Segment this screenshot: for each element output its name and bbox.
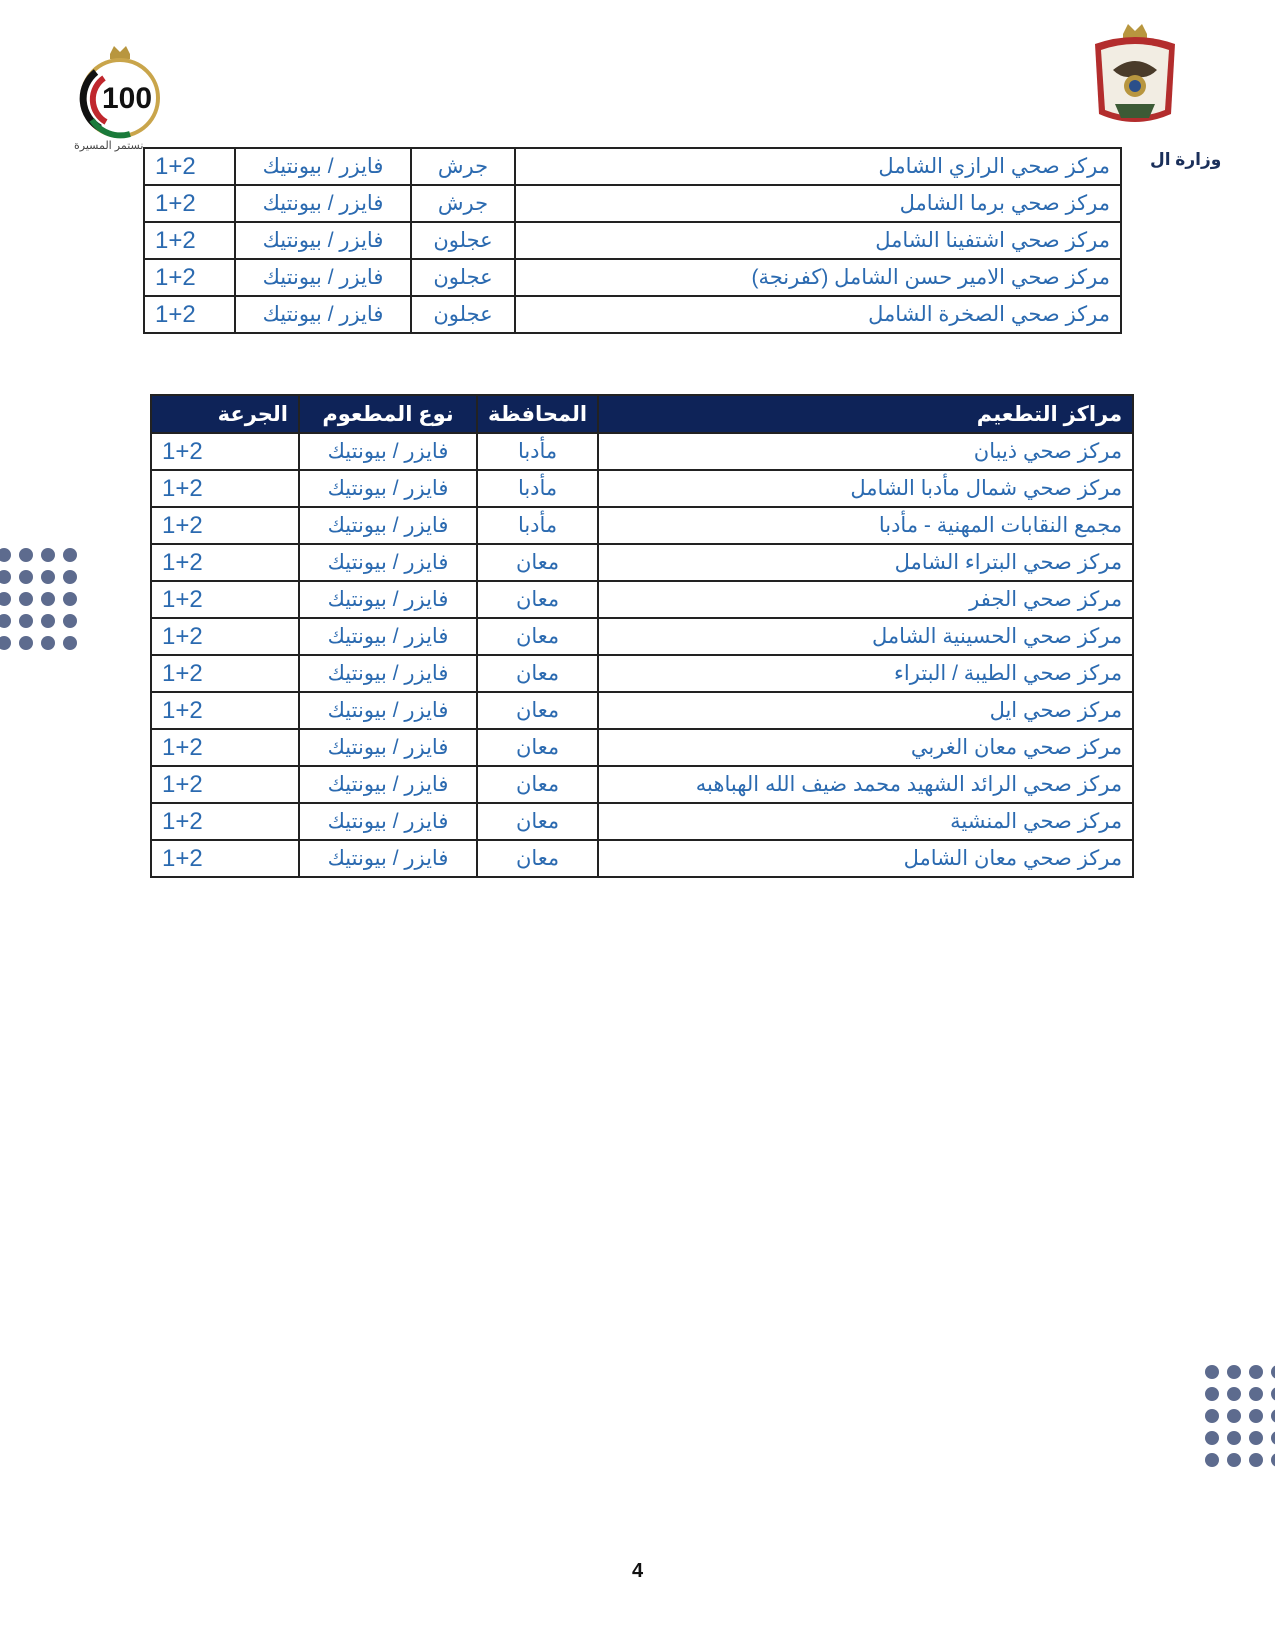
center-cell: مجمع النقابات المهنية - مأدبا: [598, 507, 1133, 544]
vaccine-cell: فايزر / بيونتيك: [299, 766, 477, 803]
governorate-cell: مأدبا: [477, 507, 598, 544]
dose-cell: 1+2: [151, 618, 299, 655]
vaccine-cell: فايزر / بيونتيك: [299, 692, 477, 729]
page-number: 4: [631, 1560, 644, 1582]
dose-cell: 1+2: [151, 581, 299, 618]
governorate-cell: معان: [477, 655, 598, 692]
header-centers: مراكز التطعيم: [598, 395, 1133, 433]
ministry-name: وزارة ال: [1150, 150, 1222, 169]
table-row: [151, 803, 1133, 840]
decorative-dots-left: [0, 548, 77, 650]
vaccine-cell: فايزر / بيونتيك: [299, 618, 477, 655]
table-row: [151, 766, 1133, 803]
dose-cell: 1+2: [144, 259, 235, 296]
svg-text:100: 100: [101, 82, 153, 115]
vaccine-cell: فايزر / بيونتيك: [299, 470, 477, 507]
table-row: [151, 581, 1133, 618]
header-dose: الجرعة: [151, 395, 299, 433]
coat-of-arms-icon: [1085, 22, 1185, 137]
table-row: [151, 655, 1133, 692]
table-row: [144, 148, 1121, 185]
dose-cell: 1+2: [151, 729, 299, 766]
dose-cell: 1+2: [151, 470, 299, 507]
governorate-cell: معان: [477, 618, 598, 655]
center-cell: مركز صحي الصخرة الشامل: [515, 296, 1121, 333]
governorate-cell: عجلون: [411, 259, 515, 296]
governorate-cell: عجلون: [411, 296, 515, 333]
table-row: [151, 840, 1133, 877]
table-row: [151, 470, 1133, 507]
governorate-cell: عجلون: [411, 222, 515, 259]
table-row: [144, 296, 1121, 333]
center-cell: مركز صحي الجفر: [598, 581, 1133, 618]
coat-of-arms-logo: [1085, 22, 1185, 137]
center-cell: مركز صحي معان الشامل: [598, 840, 1133, 877]
header-vaccine-type: نوع المطعوم: [299, 395, 477, 433]
governorate-cell: معان: [477, 766, 598, 803]
vaccine-cell: فايزر / بيونتيك: [299, 507, 477, 544]
vaccine-cell: فايزر / بيونتيك: [299, 581, 477, 618]
center-cell: مركز صحي ايل: [598, 692, 1133, 729]
center-cell: مركز صحي الحسينية الشامل: [598, 618, 1133, 655]
vaccine-cell: فايزر / بيونتيك: [299, 655, 477, 692]
table-row: [144, 259, 1121, 296]
table-row: [151, 729, 1133, 766]
vaccine-cell: فايزر / بيونتيك: [235, 222, 411, 259]
center-cell: مركز صحي الرازي الشامل: [515, 148, 1121, 185]
table-row: [151, 433, 1133, 470]
center-cell: مركز صحي برما الشامل: [515, 185, 1121, 222]
table-row: [151, 692, 1133, 729]
table-row: [151, 507, 1133, 544]
table-header-row: [151, 395, 1133, 433]
centenary-logo: [70, 40, 170, 158]
dose-cell: 1+2: [151, 692, 299, 729]
dose-cell: 1+2: [144, 222, 235, 259]
center-cell: مركز صحي معان الغربي: [598, 729, 1133, 766]
table-row: [144, 222, 1121, 259]
governorate-cell: معان: [477, 729, 598, 766]
decorative-dots-right: [1205, 1365, 1275, 1467]
centenary-tagline: نستمر المسيرة: [74, 140, 144, 152]
dose-cell: 1+2: [151, 433, 299, 470]
table-row: [151, 618, 1133, 655]
header-governorate: المحافظة: [477, 395, 598, 433]
dose-cell: 1+2: [144, 185, 235, 222]
vaccine-cell: فايزر / بيونتيك: [235, 259, 411, 296]
center-cell: مركز صحي الطيبة / البتراء: [598, 655, 1133, 692]
dose-cell: 1+2: [144, 148, 235, 185]
center-cell: مركز صحي البتراء الشامل: [598, 544, 1133, 581]
vaccine-cell: فايزر / بيونتيك: [299, 433, 477, 470]
center-cell: مركز صحي الرائد الشهيد محمد ضيف الله الهباهبه: [598, 766, 1133, 803]
table-row: [144, 185, 1121, 222]
dose-cell: 1+2: [151, 840, 299, 877]
governorate-cell: معان: [477, 581, 598, 618]
table-row: [151, 544, 1133, 581]
dose-cell: 1+2: [151, 766, 299, 803]
vaccine-cell: فايزر / بيونتيك: [235, 185, 411, 222]
center-cell: مركز صحي شمال مأدبا الشامل: [598, 470, 1133, 507]
vaccine-cell: فايزر / بيونتيك: [235, 296, 411, 333]
governorate-cell: جرش: [411, 148, 515, 185]
dose-cell: 1+2: [144, 296, 235, 333]
vaccination-centers-table: [150, 394, 1134, 878]
governorate-cell: مأدبا: [477, 470, 598, 507]
dose-cell: 1+2: [151, 544, 299, 581]
centenary-emblem-icon: [70, 40, 170, 140]
vaccination-centers-table-continued: [143, 147, 1122, 334]
center-cell: مركز صحي ذيبان: [598, 433, 1133, 470]
governorate-cell: جرش: [411, 185, 515, 222]
governorate-cell: معان: [477, 840, 598, 877]
governorate-cell: معان: [477, 803, 598, 840]
governorate-cell: مأدبا: [477, 433, 598, 470]
center-cell: مركز صحي اشتفينا الشامل: [515, 222, 1121, 259]
governorate-cell: معان: [477, 544, 598, 581]
center-cell: مركز صحي الامير حسن الشامل (كفرنجة): [515, 259, 1121, 296]
center-cell: مركز صحي المنشية: [598, 803, 1133, 840]
dose-cell: 1+2: [151, 655, 299, 692]
vaccine-cell: فايزر / بيونتيك: [299, 544, 477, 581]
vaccine-cell: فايزر / بيونتيك: [299, 803, 477, 840]
vaccine-cell: فايزر / بيونتيك: [299, 729, 477, 766]
dose-cell: 1+2: [151, 507, 299, 544]
governorate-cell: معان: [477, 692, 598, 729]
vaccine-cell: فايزر / بيونتيك: [235, 148, 411, 185]
dose-cell: 1+2: [151, 803, 299, 840]
vaccine-cell: فايزر / بيونتيك: [299, 840, 477, 877]
